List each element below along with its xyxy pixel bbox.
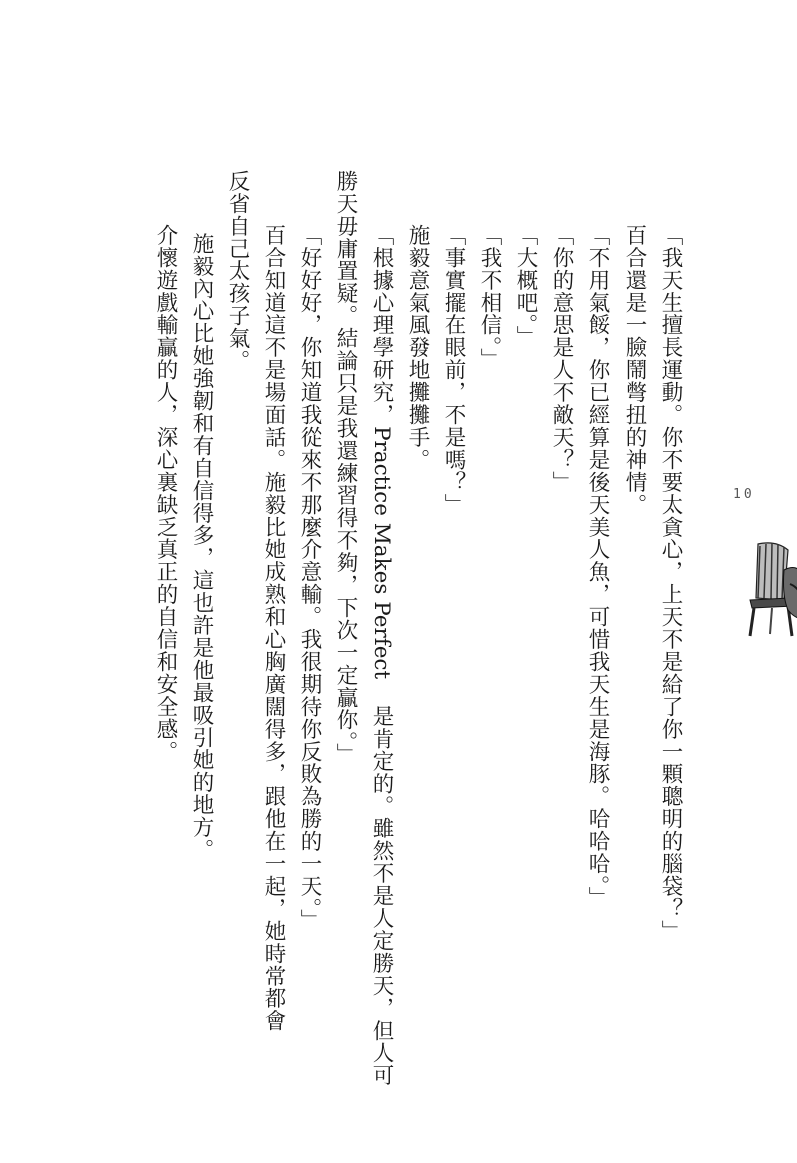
chair-illustration xyxy=(744,540,797,640)
page-number: 10 xyxy=(733,487,755,502)
text-line: 「大概吧。」 xyxy=(513,224,538,348)
text-line: 施毅意氣風發地攤攤手。 xyxy=(405,224,430,471)
text-line: 勝天毋庸置疑。結論只是我還練習得不夠，下次一定贏你。」 xyxy=(333,170,358,766)
text-line: 百合知道這不是場面話。施毅比她成熟和心胸廣闊得多，跟他在一起，她時常都會 xyxy=(261,224,286,1033)
text-line: 「我不相信。」 xyxy=(477,224,502,371)
text-line: 百合還是一臉鬧彆扭的神情。 xyxy=(622,224,647,516)
latin-phrase: Practice Makes Perfect xyxy=(369,426,394,680)
text-segment: 是肯定的。雖然不是人定勝天，但人可 xyxy=(369,679,394,1087)
text-line: 「事實擺在眼前，不是嗎？」 xyxy=(441,224,466,516)
text-line: 反省自己太孩子氣。 xyxy=(225,170,250,373)
text-line: 「我天生擅長運動。你不要太貪心，上天不是給了你一顆聰明的腦袋？」 xyxy=(658,224,683,943)
text-line xyxy=(363,224,399,1087)
text-segment: 「根據心理學研究， xyxy=(369,224,394,427)
text-line: 施毅內心比她強韌和有自信得多，這也許是他最吸引她的地方。 xyxy=(189,210,214,862)
text-line: 「你的意思是人不敵天？」 xyxy=(549,224,574,494)
text-line: 「不用氣餒，你已經算是後天美人魚，可惜我天生是海豚。哈哈哈。」 xyxy=(585,224,610,910)
text-line: 「好好好，你知道我從來不那麼介意輸。我很期待你反敗為勝的一天。」 xyxy=(297,224,322,932)
text-line: 介懷遊戲輸贏的人，深心裏缺乏真正的自信和安全感。 xyxy=(153,224,178,763)
